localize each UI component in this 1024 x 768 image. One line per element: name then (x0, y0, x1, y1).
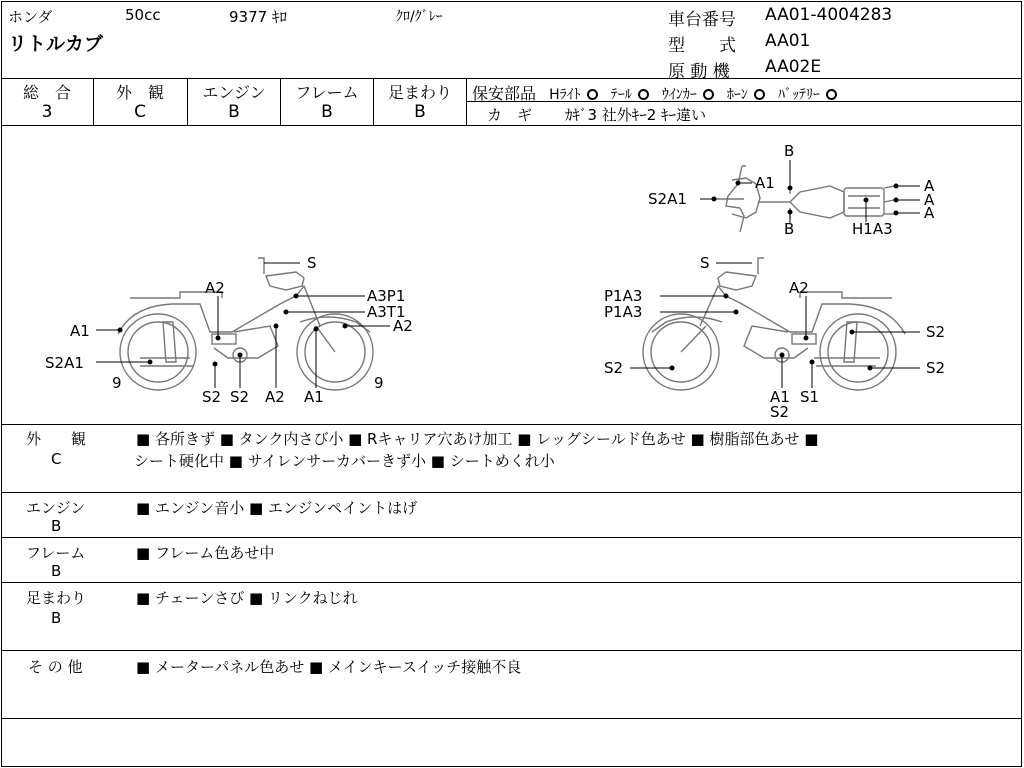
damage-label: A (924, 191, 935, 209)
grade-suspension-label: 足まわり (387, 83, 452, 102)
left-view-bike (118, 258, 373, 390)
displacement: 50cc (125, 6, 161, 24)
damage-label: S (307, 254, 317, 272)
divider (1, 492, 1022, 493)
grade-frame-value: B (321, 102, 333, 122)
ok-circle-icon (587, 89, 598, 100)
grade-exterior-label: 外 観 (115, 83, 164, 102)
damage-label: S2 (202, 388, 222, 406)
damage-label: A1 (70, 322, 90, 340)
safety-item-winker: ｳｲﾝｶｰ (661, 87, 697, 103)
divider (1, 650, 1022, 651)
grade-engine-value: B (228, 102, 240, 122)
note-text-engine: ■ エンジン音小 ■ エンジンペイントはげ (136, 499, 418, 517)
divider (466, 78, 467, 125)
note-text-frame: ■ フレーム色あせ中 (136, 544, 275, 562)
divider (1, 537, 1022, 538)
damage-label: P1A3 (604, 303, 643, 321)
grade-overall-value: 3 (41, 102, 53, 122)
note-text-exterior: ■ 各所きず ■ タンク内さび小 ■ Rキャリア穴あけ加工 ■ レッグシールド色あせ ■ 樹脂部色あせ ■ (136, 430, 819, 448)
damage-label: S2 (604, 359, 624, 377)
ok-circle-icon (703, 89, 714, 100)
note-text-other: ■ メーターパネル色あせ ■ メインキースイッチ接触不良 (136, 658, 522, 676)
damage-label: S2A1 (45, 354, 84, 372)
ok-circle-icon (826, 89, 837, 100)
key-value: ｶｷﾞ3 社外ｷｰ2 ｷｰ違い (565, 106, 707, 124)
color: ｸﾛ/ｸﾞﾚｰ (396, 9, 443, 25)
damage-label: S1 (800, 388, 820, 406)
damage-label: A1 (304, 388, 324, 406)
safety-label: 保安部品 (472, 84, 537, 103)
safety-item-horn: ﾎｰﾝ (726, 87, 748, 103)
damage-label: B (784, 220, 795, 238)
divider (1, 582, 1022, 583)
model-name: リトルカブ (8, 33, 104, 55)
damage-label: B (784, 142, 795, 160)
engine-label: 原 動 機 (668, 62, 730, 82)
right-view-bike (643, 258, 905, 390)
divider (1, 78, 1022, 79)
damage-label: A2 (205, 279, 225, 297)
damage-label: S2 (926, 323, 946, 341)
mileage: 9377 ｷﾛ (229, 8, 287, 26)
damage-label: A3P1 (367, 287, 406, 305)
note-label-engine: エンジン (26, 499, 86, 517)
maker: ホンダ (8, 8, 53, 26)
damage-label: A1 (755, 174, 775, 192)
note-label-other: そ の 他 (28, 658, 83, 676)
ok-circle-icon (638, 89, 649, 100)
divider (1, 718, 1022, 719)
grade-engine-label: エンジン (202, 83, 266, 102)
frame-number-label: 車台番号 (668, 10, 736, 30)
damage-label: A2 (265, 388, 285, 406)
note-text-suspension: ■ チェーンさび ■ リンクねじれ (136, 589, 358, 607)
damage-label: A (924, 204, 935, 222)
safety-item-taillight: ﾃｰﾙ (610, 87, 632, 103)
engine-value: AA02E (765, 57, 822, 77)
grade-exterior-value: C (134, 102, 146, 122)
damage-label: A2 (789, 279, 809, 297)
ok-circle-icon (754, 89, 765, 100)
damage-label: S (700, 254, 710, 272)
type-value: AA01 (765, 31, 811, 51)
note-label-exterior: 外 観 (26, 430, 87, 448)
damage-label: A1 (770, 388, 790, 406)
damage-label: A2 (393, 317, 413, 335)
key-label: カ ギ (487, 106, 533, 124)
damage-label: H1A3 (852, 220, 893, 238)
grade-frame-label: フレーム (295, 83, 359, 102)
damage-diagram (0, 126, 1024, 424)
damage-label: 9 (374, 374, 384, 392)
damage-label: A (924, 177, 935, 195)
note-grade-exterior: C (51, 450, 62, 468)
damage-label: A3T1 (367, 303, 406, 321)
damage-label: 9 (112, 374, 122, 392)
frame-number: AA01-4004283 (765, 5, 893, 25)
note-grade-engine: B (51, 517, 62, 535)
safety-item-headlight: Hﾗｲﾄ (549, 87, 581, 103)
note-text-exterior-2: シート硬化中 ■ サイレンサーカバーきず小 ■ シートめくれ小 (134, 452, 555, 470)
grade-suspension-value: B (414, 102, 426, 122)
note-label-frame: フレーム (26, 544, 86, 562)
damage-label: S2 (770, 403, 790, 421)
note-grade-frame: B (51, 562, 62, 580)
note-label-suspension: 足まわり (26, 589, 87, 607)
grade-overall-label: 総 合 (22, 83, 71, 102)
damage-label: S2A1 (648, 190, 687, 208)
damage-label: S2 (926, 359, 946, 377)
damage-label: S2 (230, 388, 250, 406)
note-grade-suspension: B (51, 609, 62, 627)
type-label: 型 式 (668, 36, 736, 56)
safety-parts-row (472, 81, 845, 104)
safety-item-battery: ﾊﾞｯﾃﾘｰ (778, 87, 821, 103)
damage-label: P1A3 (604, 287, 643, 305)
divider (1, 424, 1022, 425)
